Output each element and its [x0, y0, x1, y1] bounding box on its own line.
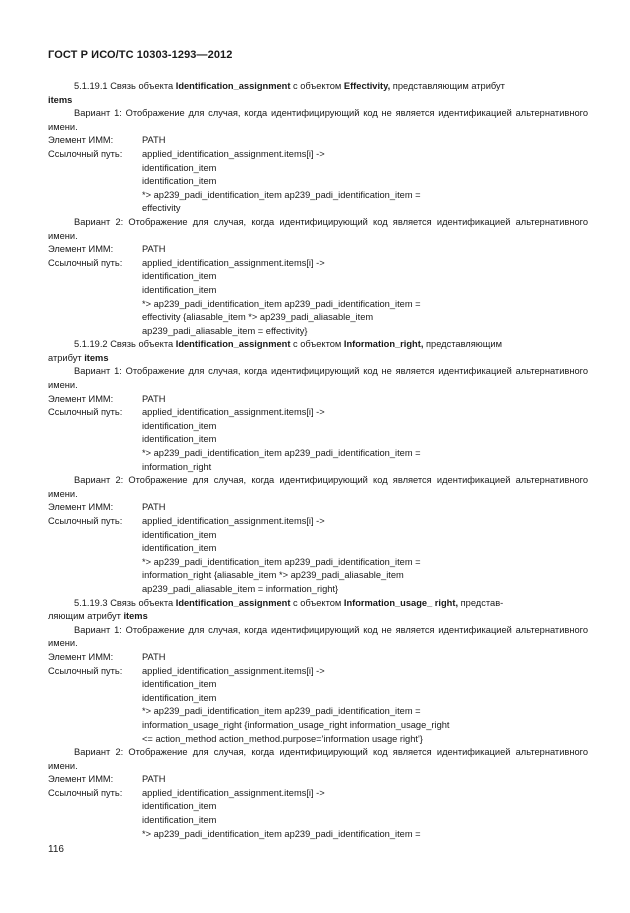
element-row: Элемент ИММ: PATH — [48, 502, 166, 513]
path-line: identification_item — [142, 801, 217, 812]
path-row: Ссылочный путь: applied_identification_assignment.items[i] -> — [48, 665, 325, 676]
element-row: Элемент ИММ: PATH — [48, 135, 166, 146]
path-line: *> ap239_padi_identification_item ap239_padi_identification_item = — [142, 706, 421, 717]
variant-caption: Вариант 1: Отображение для случая, когда идентифицирующий код не является идентификацией альтернативного имени. — [48, 624, 588, 649]
path-line: identification_item — [142, 543, 217, 554]
path-line: identification_item — [142, 529, 217, 540]
path-line: ap239_padi_aliasable_item = information_right} — [142, 583, 339, 594]
path-line: information_usage_right {information_usage_right information_usage_right — [142, 719, 450, 730]
element-row: Элемент ИММ: PATH — [48, 651, 166, 662]
path-line: *> ap239_padi_identification_item ap239_padi_identification_item = — [142, 189, 421, 200]
document-body — [48, 80, 588, 841]
path-row: Ссылочный путь: applied_identification_assignment.items[i] -> — [48, 148, 325, 159]
section-heading: 5.1.19.2 Связь объекта Identification_assignment с объектом Information_right, представляющим атрибут items — [48, 339, 502, 363]
element-row: Элемент ИММ: PATH — [48, 244, 166, 255]
section-5-1-19-1 — [48, 80, 588, 338]
variant-caption: Вариант 2: Отображение для случая, когда идентифицирующий код является идентификацией альтернативного имени. — [48, 747, 588, 771]
path-line: identification_item — [142, 176, 217, 187]
path-line: information_right — [142, 461, 212, 472]
variant-caption: Вариант 1: Отображение для случая, когда идентифицирующий код не является идентификацией альтернативного имени. — [48, 366, 588, 391]
element-row: Элемент ИММ: PATH — [48, 774, 166, 785]
path-line: identification_item — [142, 692, 217, 703]
section-5-1-19-2 — [48, 338, 588, 596]
path-line: identification_item — [142, 284, 217, 295]
section-5-1-19-3 — [48, 597, 588, 842]
path-row: Ссылочный путь: applied_identification_assignment.items[i] -> — [48, 516, 325, 526]
path-line: ap239_padi_aliasable_item = effectivity} — [142, 325, 308, 336]
variant-caption: Вариант 1: Отображение для случая, когда идентифицирующий код не является идентификацией альтернативного имени. — [48, 108, 588, 132]
path-row: Ссылочный путь: applied_identification_assignment.items[i] -> — [48, 257, 325, 268]
path-line: *> ap239_padi_identification_item ap239_padi_identification_item = — [142, 828, 421, 839]
path-line: *> ap239_padi_identification_item ap239_padi_identification_item = — [142, 298, 421, 309]
path-line: information_right {aliasable_item *> ap239_padi_aliasable_item — [142, 570, 404, 581]
path-line: effectivity — [142, 203, 181, 214]
document-header: ГОСТ Р ИСО/ТС 10303-1293—2012 — [48, 49, 233, 61]
path-row: Ссылочный путь: applied_identification_assignment.items[i] -> — [48, 407, 325, 418]
path-line: identification_item — [142, 271, 217, 282]
path-line: identification_item — [142, 815, 217, 826]
path-line: *> ap239_padi_identification_item ap239_padi_identification_item = — [142, 448, 421, 459]
page-number: 116 — [48, 844, 64, 855]
element-row: Элемент ИММ: PATH — [48, 393, 166, 404]
path-line: *> ap239_padi_identification_item ap239_padi_identification_item = — [142, 556, 421, 567]
variant-caption: Вариант 2: Отображение для случая, когда идентифицирующий код является идентификацией альтернативного имени. — [48, 216, 588, 241]
path-row: Ссылочный путь: applied_identification_assignment.items[i] -> — [48, 787, 325, 798]
path-line: <= action_method action_method.purpose='information usage right'} — [142, 733, 423, 744]
path-line: identification_item — [142, 162, 217, 173]
variant-caption: Вариант 2: Отображение для случая, когда идентифицирующий код является идентификацией альтернативного имени. — [48, 475, 588, 499]
section-heading: 5.1.19.1 Связь объекта Identification_assignment с объектом Effectivity, представляющим атрибут items — [48, 81, 505, 105]
path-line: identification_item — [142, 420, 217, 431]
section-heading: 5.1.19.3 Связь объекта Identification_assignment с объектом Information_usage_ right, представ- ляющим атрибут items — [48, 597, 504, 622]
path-line: effectivity {aliasable_item *> ap239_padi_aliasable_item — [142, 312, 374, 323]
path-line: identification_item — [142, 679, 217, 690]
path-line: identification_item — [142, 434, 217, 445]
